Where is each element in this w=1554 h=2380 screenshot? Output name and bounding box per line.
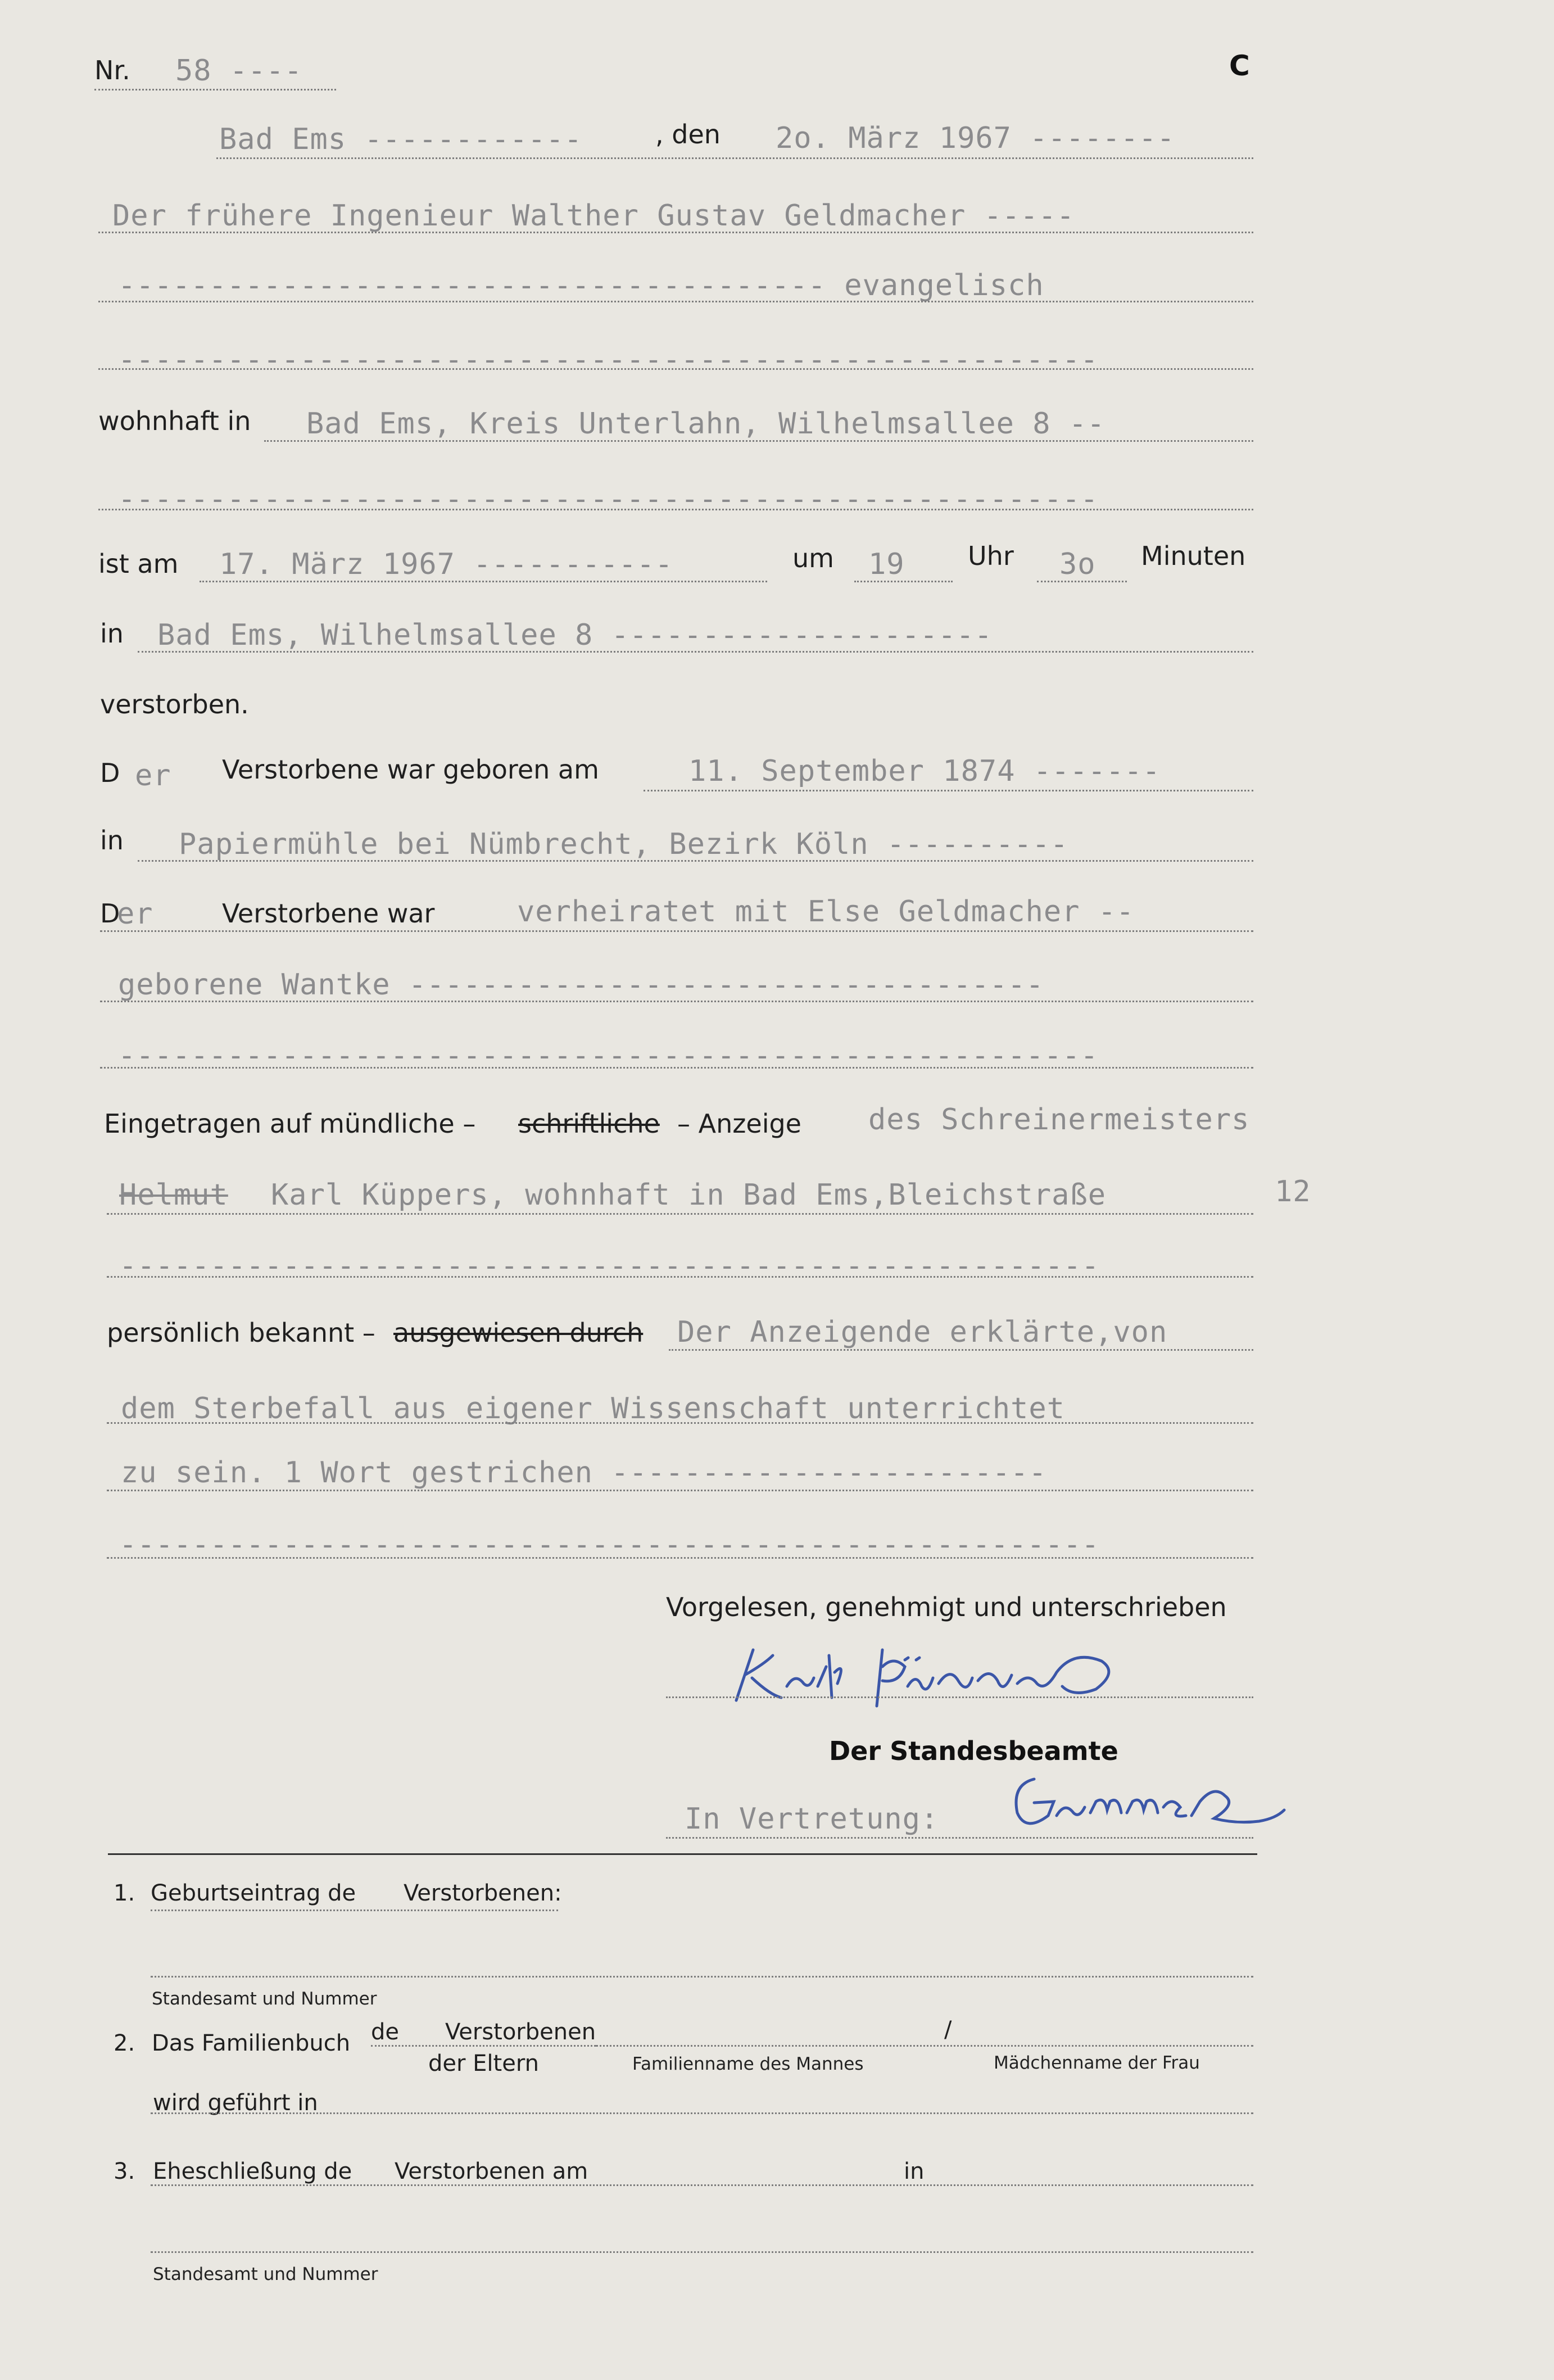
birth-er-typed: er (135, 759, 171, 793)
death-date-underline (200, 581, 767, 582)
registration-filler-line: ------------------------------------------------------ (119, 1249, 1100, 1283)
verstorben-label: verstorben. (100, 689, 249, 720)
footnote-3-number: 3. (114, 2159, 135, 2184)
anzeige-label: – Anzeige (677, 1108, 801, 1139)
birth-place: Papiermühle bei Nümbrecht, Bezirk Köln ---------- (179, 827, 1069, 861)
death-hour: 19 (868, 548, 905, 581)
ausgewiesen-struck: ausgewiesen durch (393, 1318, 644, 1348)
statement-underline-4 (107, 1557, 1253, 1559)
death-place-underline (138, 651, 1253, 653)
footnote-3-standesamt: Standesamt und Nummer (153, 2264, 378, 2284)
footnote-3-underline (151, 2184, 1253, 2186)
eheschliessung-label: Eheschließung de (153, 2159, 352, 2184)
informant-house-number: 12 (1275, 1175, 1311, 1209)
wohnhaft-label: wohnhaft in (98, 406, 251, 436)
statement-line-3: zu sein. 1 Wort gestrichen ------------------------ (121, 1456, 1047, 1490)
registrar-signature (1000, 1762, 1293, 1841)
registry-place: Bad Ems ------------ (219, 123, 583, 156)
place-date-underline (216, 157, 1253, 159)
footnote-1-underline (151, 1910, 558, 1911)
person-underline-2 (98, 301, 1253, 302)
footnote-2-entry-line (151, 2112, 1253, 2114)
deceased-name: Der frühere Ingenieur Walther Gustav Geldmacher ----- (112, 199, 1075, 233)
informant-signature (714, 1633, 1163, 1717)
birth-in-label: in (100, 825, 124, 856)
residence-underline-1 (264, 440, 1253, 442)
familienname-label: Familienname des Mannes (632, 2054, 864, 2074)
marital-underline-2 (100, 1001, 1253, 1002)
footnote-2-slash: / (944, 2017, 952, 2043)
wird-gefuehrt-label: wird geführt in (153, 2090, 318, 2116)
eingetragen-label: Eingetragen auf mündliche – (104, 1108, 476, 1139)
den-label: , den (655, 119, 721, 150)
footnote-2-verstorbenen: Verstorbenen (445, 2019, 596, 2045)
footnote-1-number: 1. (114, 1880, 135, 1906)
birth-d-label: D (100, 758, 120, 788)
marital-filler-line: ------------------------------------------------------ (118, 1039, 1099, 1073)
birth-date-underline (644, 790, 1253, 791)
minuten-label: Minuten (1141, 541, 1246, 571)
informant-struck-name: Helmut (119, 1178, 228, 1212)
residence-address: Bad Ems, Kreis Unterlahn, Wilhelmsallee 8 -- (306, 407, 1106, 441)
footnote-3-entry-line (151, 2251, 1253, 2253)
maedchenname-label: Mädchenname der Frau (994, 2053, 1200, 2073)
registrar-signature-line (666, 1837, 1253, 1839)
footnote-3-verstorbenen-am: Verstorbenen am (395, 2159, 588, 2184)
footnote-1-entry-line (151, 1976, 1253, 1978)
bekannt-label: persönlich bekannt – (107, 1318, 375, 1348)
footnote-3-in: in (904, 2159, 925, 2184)
statement-line-4: ------------------------------------------------------ (119, 1528, 1100, 1562)
register-number: 58 ---- (175, 54, 303, 88)
um-label: um (792, 543, 834, 573)
religion-line: --------------------------------------- evangelisch (118, 269, 1044, 302)
marital-status: verheiratet mit Else Geldmacher -- (517, 895, 1135, 929)
statement-underline-3 (107, 1490, 1253, 1491)
nr-label: Nr. (94, 55, 130, 85)
footnote-2-de: de (371, 2019, 399, 2045)
uhr-label: Uhr (968, 541, 1014, 571)
marital-er-typed: er (117, 897, 153, 931)
marital-underline-3 (100, 1067, 1253, 1069)
residence-filler-line: ------------------------------------------------------ (118, 482, 1099, 516)
person-filler-line: ------------------------------------------------------ (118, 343, 1099, 377)
death-date: 17. März 1967 ----------- (219, 548, 673, 581)
footnote-1-verstorbenen: Verstorbenen: (404, 1880, 562, 1906)
verstorbene-war-label: Verstorbene war (222, 898, 435, 929)
footnote-separator (108, 1853, 1257, 1855)
death-minutes: 3o (1059, 548, 1096, 581)
footnote-2-der-eltern: der Eltern (428, 2051, 539, 2076)
geburtseintrag-label: Geburtseintrag de (151, 1880, 356, 1906)
residence-underline-2 (98, 509, 1253, 510)
familienbuch-label: Das Familienbuch (152, 2030, 351, 2056)
registration-underline-2 (107, 1276, 1253, 1278)
corner-letter: C (1229, 49, 1250, 82)
informant-occupation: des Schreinermeisters (868, 1103, 1250, 1137)
footnote-2-names-line (596, 2045, 1253, 2047)
statement-underline-1 (669, 1349, 1253, 1351)
footnote-1-standesamt: Standesamt und Nummer (152, 1989, 377, 2009)
marital-underline-1 (100, 930, 1253, 932)
statement-line-2: dem Sterbefall aus eigener Wissenschaft unterrichtet (121, 1392, 1065, 1426)
death-in-label: in (100, 618, 124, 649)
geboren-label: Verstorbene war geboren am (222, 754, 599, 785)
statement-underline-2 (107, 1422, 1253, 1424)
minutes-underline (1037, 581, 1127, 582)
marital-d-label: D (100, 898, 120, 929)
person-underline-3 (98, 368, 1253, 370)
person-underline-1 (98, 232, 1253, 233)
registration-underline-1 (107, 1213, 1253, 1215)
hour-underline (854, 581, 953, 582)
statement-line-1: Der Anzeigende erklärte,von (677, 1315, 1168, 1349)
standesbeamte-label: Der Standesbeamte (829, 1736, 1118, 1766)
registry-date: 2o. März 1967 -------- (776, 121, 1175, 155)
birth-place-underline (138, 860, 1253, 862)
spouse-maiden-name: geborene Wantke ----------------------------------- (118, 968, 1044, 1002)
nr-underline (94, 89, 336, 91)
in-vertretung-label: In Vertretung: (685, 1802, 939, 1836)
informant-name-address: Karl Küppers, wohnhaft in Bad Ems,Bleichstraße (271, 1178, 1107, 1212)
schriftliche-struck: schriftliche (518, 1108, 660, 1139)
footnote-2-number: 2. (114, 2030, 135, 2056)
informant-signature-line (666, 1696, 1253, 1698)
ist-am-label: ist am (98, 549, 179, 579)
vorgelesen-label: Vorgelesen, genehmigt und unterschrieben (666, 1592, 1227, 1622)
death-place: Bad Ems, Wilhelmsallee 8 --------------------- (157, 618, 993, 652)
footnote-2-fraction-line (371, 2045, 596, 2047)
birth-date: 11. September 1874 ------- (688, 754, 1161, 788)
